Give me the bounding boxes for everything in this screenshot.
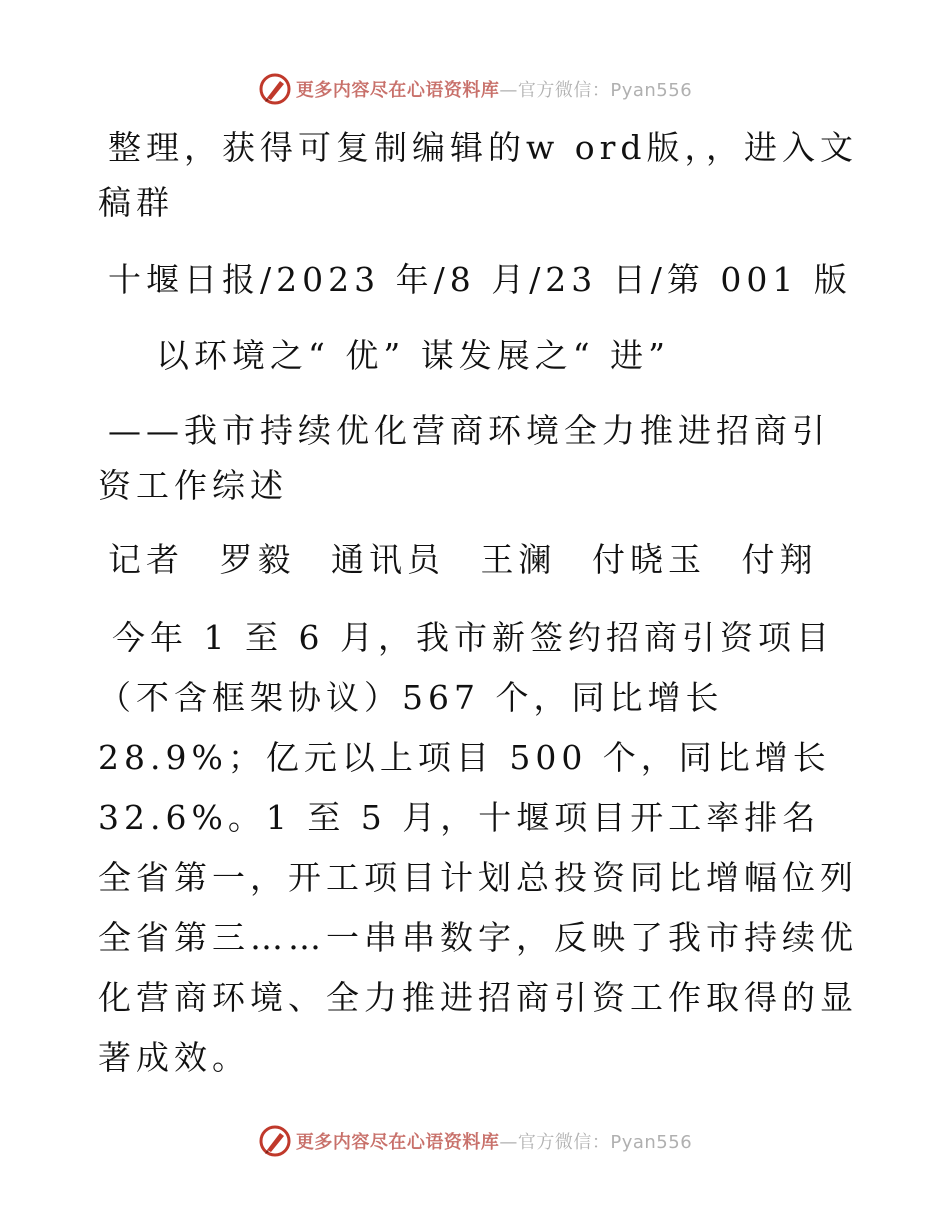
footer-watermark <box>0 1124 950 1158</box>
source-line: 十堰日报/2023 年/8 月/23 日/第 001 版 <box>108 260 852 299</box>
note-paragraph: 整理，获得可复制编辑的w ord版，，进入文稿群 <box>98 128 859 222</box>
watermark-gray-text: —官方微信：Pyan556 <box>499 1132 693 1153</box>
byline: 记者 罗毅 通讯员 王澜 付晓玉 付翔 <box>108 540 818 579</box>
watermark-red-text: 更多内容尽在心语资料库 <box>295 80 500 101</box>
watermark-red-text: 更多内容尽在心语资料库 <box>295 1132 500 1153</box>
header-watermark <box>0 72 950 106</box>
article-subtitle: ——我市持续优化营商环境全力推进招商引资工作综述 <box>98 411 830 505</box>
quill-logo-icon <box>258 1124 292 1158</box>
body-paragraph: 今年 1 至 6 月，我市新签约招商引资项目（不含框架协议）567 个，同比增长 28.9%；亿元以上项目 500 个，同比增长 32.6%。1 至 5 月，十堰项目开工率排名全省第一，开工项目计划总投资同比增幅位列全省第三……一串串数字，反映了我市持续优化营商环境、全力推进招商引资工作取得的显著成效。 <box>98 618 858 1077</box>
article-title: 以环境之“ 优” 谋发展之“ 进” <box>156 336 670 375</box>
watermark-gray-text: —官方微信：Pyan556 <box>499 80 693 101</box>
quill-logo-icon <box>258 72 292 106</box>
